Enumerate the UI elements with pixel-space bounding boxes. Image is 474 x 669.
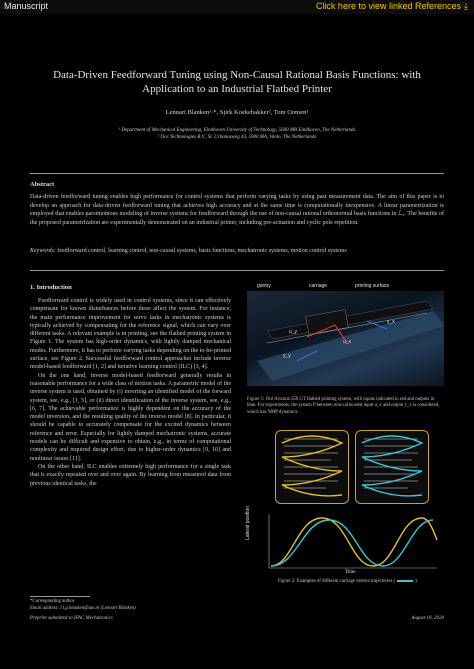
keywords-label: Keywords: [30, 248, 56, 254]
trajectory-panel-1-drawing [276, 431, 348, 503]
footnote-rule [30, 596, 90, 597]
figure-1-label-gantry: gantry [257, 283, 271, 289]
figure-2-caption [252, 579, 444, 584]
figure-1-label-ux: u_x [343, 339, 352, 345]
intro-paragraph: Feedforward control is widely used in control systems, since it can effectively compensate for known disturbances before these affect the system. For instance, the main performance improvement for servo tasks in mechatronic systems is typically achieved by compensating for the reference signal, which can vary over different tasks. A relevant example is in printing, see the flatbed printing system in Figure 1. The system has high-order dynamics, with lightly damped mechanical modes. Furthermore, it has to perform varying tasks depending on the to-be-printed surface, see Figure 2. Successful feedforward control approaches include inverse model-based feedforward [1, 2] and iterative learning control (ILC) [3, 4]. [30, 298, 231, 371]
abstract-heading: Abstract [30, 181, 55, 188]
footer-date: August 18, 2020 [411, 616, 444, 621]
paper-title: Data-Driven Feedforward Tuning using Non-Causal Rational Basis Functions: with Application to an Industrial Flatbed Printer [53, 69, 421, 95]
download-arrow-icon[interactable]: ⤓ [464, 1, 468, 11]
figure-2-caption-close: ). [415, 579, 418, 584]
figure-1-caption: Figure 1: Océ Arizona 550 GT flatbed printing system, with inputs indicated in red and outputs in blue. For experiments, the system P between non-collocated input u_x and output y_x is considered, which has NMP dynamics. [247, 397, 440, 415]
trajectory-panel-2-drawing [356, 431, 428, 503]
manuscript-label: Manuscript [4, 1, 49, 11]
figure-2-xlabel: Time [345, 570, 356, 575]
trajectory-panel-1 [275, 430, 349, 504]
figure-2 [247, 428, 444, 578]
footnote-corresponding: *Corresponding author [30, 599, 75, 604]
author-list: Lennart Blanken¹·*, Sjirk Koekebakker², Tom Oomen¹ [165, 109, 309, 116]
footnote-email: Email address: l.l.g.blanken@tue.nl (Lennart Blanken) [30, 605, 136, 611]
trajectory-plot [247, 510, 444, 578]
intro-paragraph: On the one hand, inverse model-based feedforward generally results in reasonable performance for a wide class of motion tasks. A parametric model of the inverse system is used, obtained by (i) inverting an identified model of the forward system, see, e.g., [1, 5], or (ii) direct identification of the inverse system, see, e.g., [6, 7]. The achievable performance is highly dependent on the accuracy of the model inversion, and the resulting quality of the inverse model [8]. In particular, it should be capable to accurately compensate for the excited dynamics between reference and error. Especially for lightly damped mechatronic systems, accurate models can be difficult and expensive to obtain, e.g., in terms of computational complexity and required design effort, due to higher-order dynamics [9, 10] and nonlinear issues [11]. [30, 372, 231, 462]
keywords [30, 247, 444, 256]
figure-1-label-uy: u_y [289, 329, 298, 335]
figure-2-caption-text: Figure 2: Examples of different carriage motion trajectories ( [278, 579, 396, 584]
figure-1-label-carriage: carriage [309, 283, 328, 289]
keywords-text: feedforward control, learning control, non-causal systems, basis functions, mechatronic systems, motion control systems [57, 248, 347, 254]
introduction-heading: 1. Introduction [30, 284, 72, 291]
printer-photo [247, 291, 444, 386]
trajectory-curve-cyan [271, 520, 433, 566]
figure-1 [247, 283, 444, 393]
figure-1-label-printing-surface: printing surface [355, 283, 390, 289]
divider-bottom [30, 270, 444, 271]
footnote [30, 596, 230, 612]
figure-1-label-yy: y_y [283, 353, 291, 359]
affiliation-2: ² Océ Technologies B.V., St. Urbanusweg 43, 5900 MA, Venlo, The Netherlands [157, 135, 317, 140]
figure-1-label-yx: y_x [387, 319, 395, 325]
page-footer [30, 616, 444, 621]
trajectory-panel-2 [355, 430, 429, 504]
affiliations [40, 127, 434, 141]
trajectory-curve-yellow [271, 518, 437, 566]
abstract-text: Data-driven feedforward tuning enables high performance for control systems that perform varying tasks by using past measurement data. The aim of this paper is to develop an approach for data-driven feedforward tuning that achieves high accuracy and at the same time is computationally inexpensive. A linear parametrization is employed that enables parsimonious modeling of inverse systems for feedforward through the use of non-causal rational orthonormal basis functions in ℒ₂. The benefits of the proposed parametrization are experimentally demonstrated on an industrial printer, including pre-actuation and cyclic pole repetition. [30, 194, 444, 226]
top-bar [0, 0, 474, 14]
intro-paragraph: On the other hand, ILC enables extremely high performance for a single task that is exactly repeated over and over again. By learning from measured data from previous identical tasks, the [30, 463, 231, 487]
view-linked-references-link[interactable] [316, 1, 468, 12]
figure-2-ylabel: Lateral position [245, 506, 251, 540]
footer-preprint: Preprint submitted to IFAC Mechatronics [30, 616, 113, 621]
introduction-body [30, 297, 231, 488]
legend-swatch-icon [397, 580, 413, 582]
divider-top [30, 173, 444, 174]
view-linked-references-label[interactable]: Click here to view linked References [315, 1, 462, 11]
affiliation-1: ¹ Department of Mechanical Engineering, Eindhoven University of Technology, 5600 MB Eindhoven, The Netherlands [118, 128, 356, 133]
